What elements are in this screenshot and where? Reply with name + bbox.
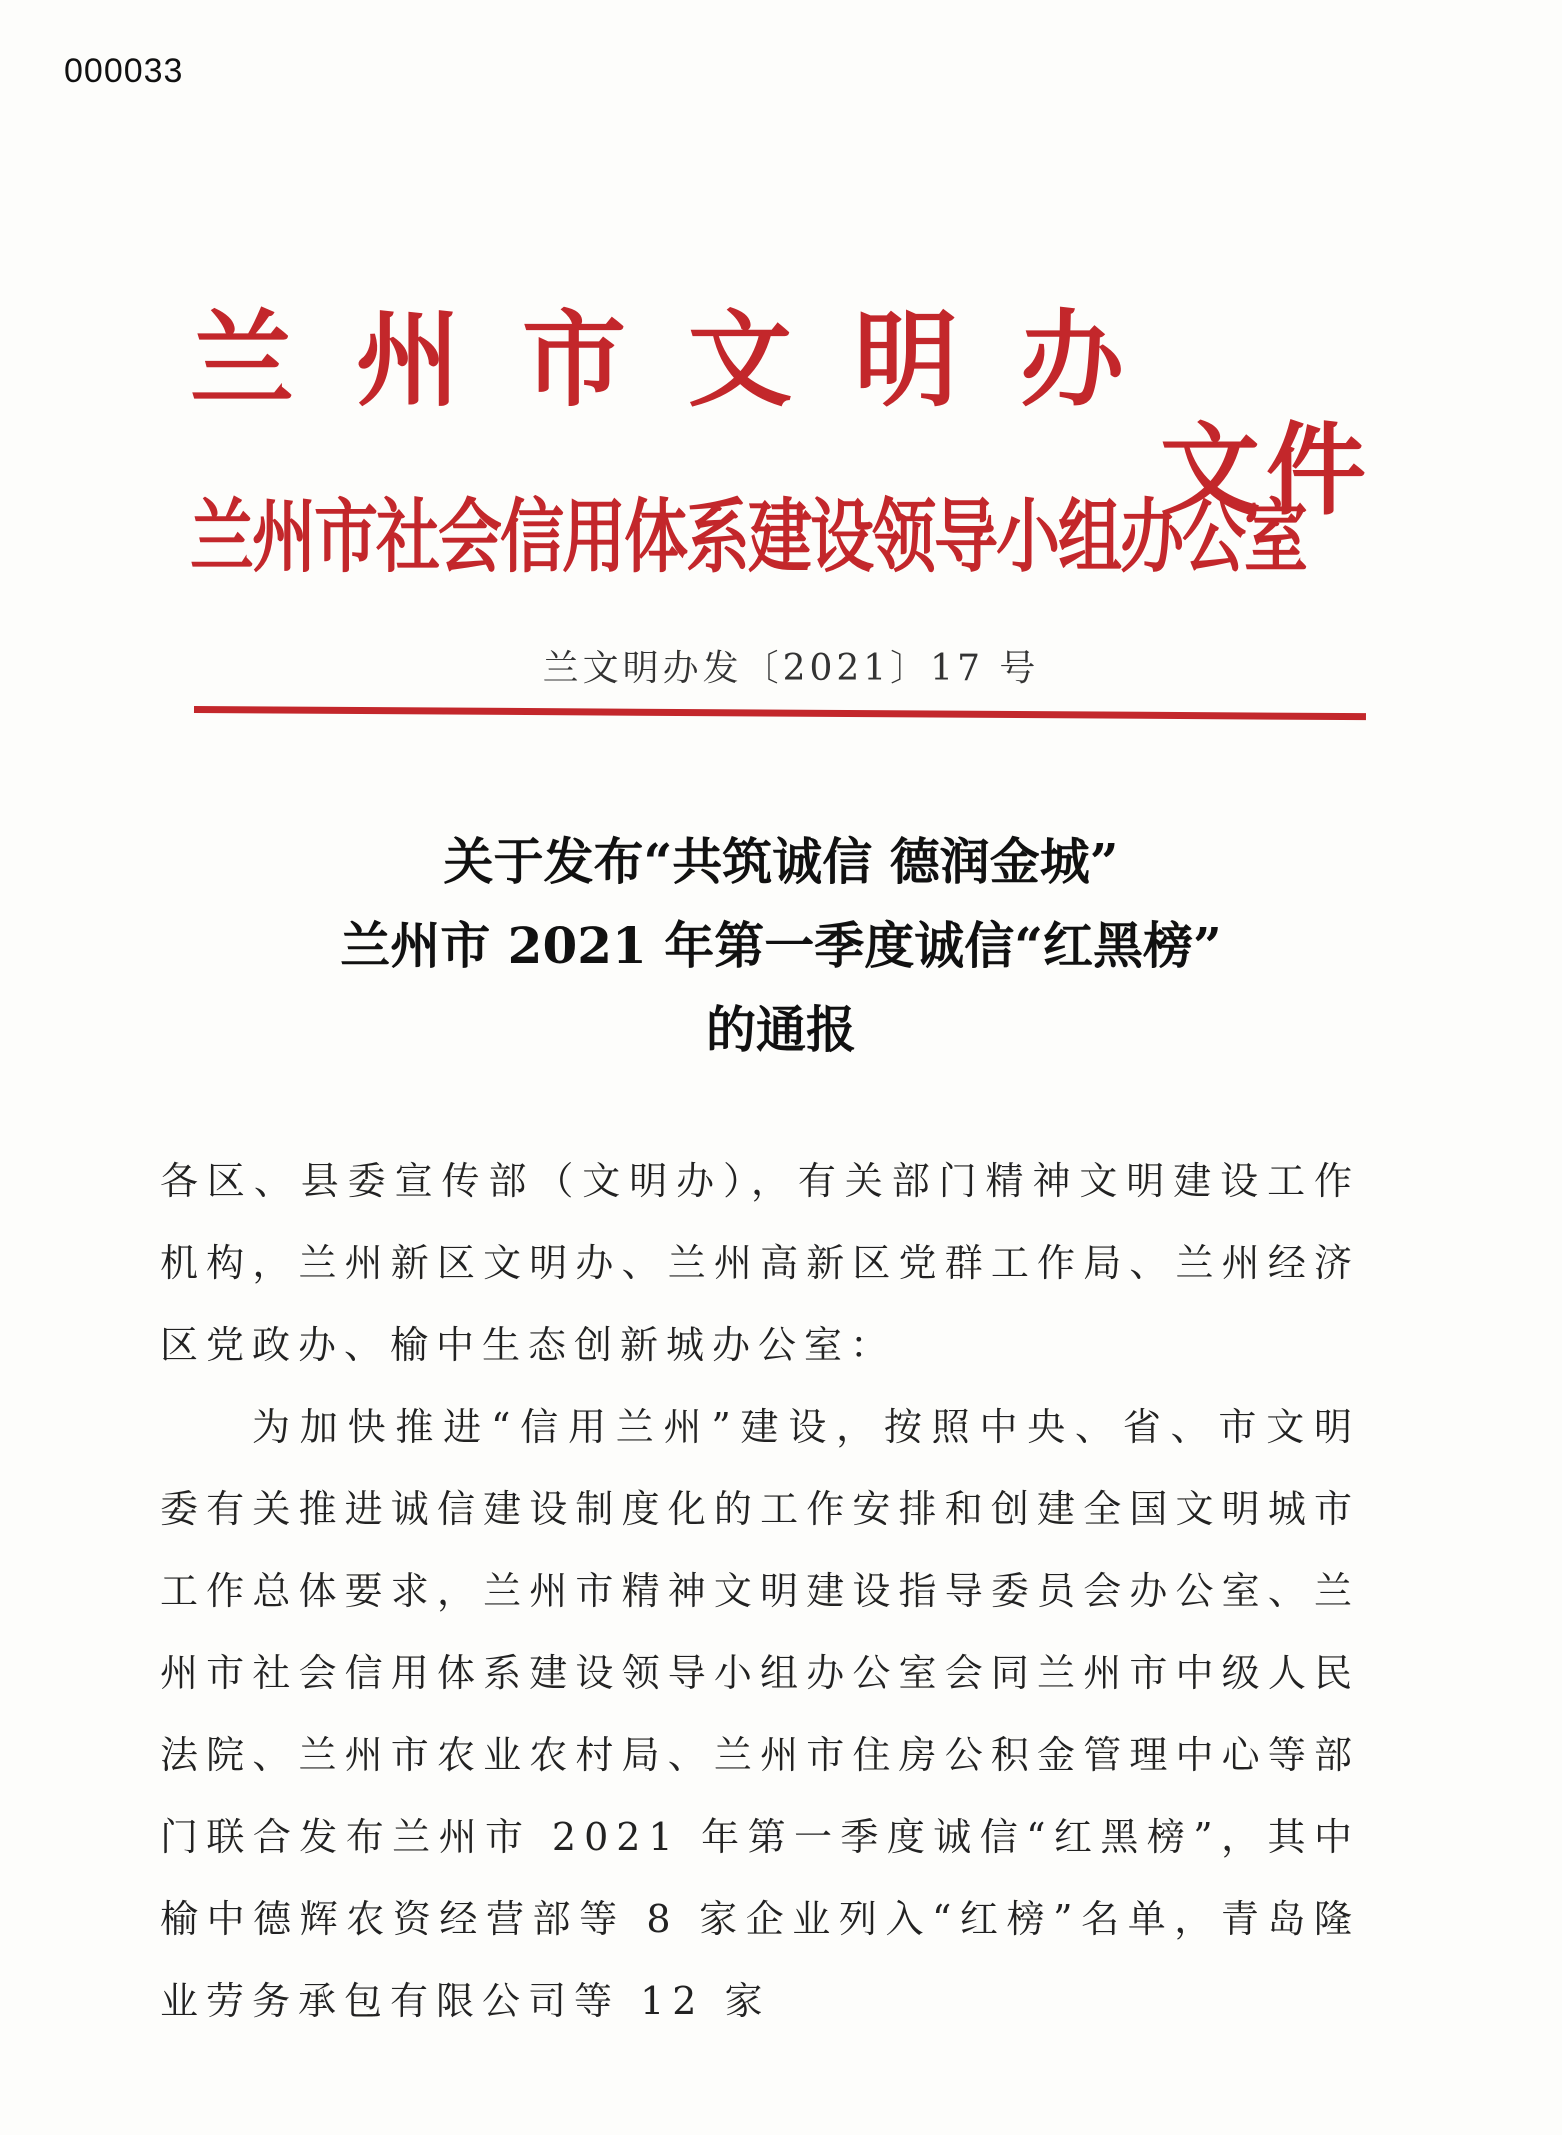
red-divider (194, 706, 1366, 720)
document-number-text: 兰文明办发〔2021〕17 号 (542, 648, 1040, 689)
title-line-2: 兰州市 2021 年第一季度诚信“红黑榜” (340, 916, 1222, 975)
page-number: 000033 (64, 52, 184, 90)
addressee: 各区、县委宣传部（文明办），有关部门精神文明建设工作机构，兰州新区文明办、兰州高新区党群工作局、兰州经济区党政办、榆中生态创新城办公室： (160, 1159, 1360, 1367)
body-paragraph: 为加快推进“信用兰州”建设，按照中央、省、市文明委有关推进诚信建设制度化的工作安排和创建全国文明城市工作总体要求，兰州市精神文明建设指导委员会办公室、兰州市社会信用体系建设领导小组办公室会同兰州市中级人民法院、兰州市农业农村局、兰州市住房公积金管理中心等部门联合发布兰州市 2021 年第一季度诚信“红黑榜”，其中榆中德辉农资经营部等 8 家企业列入“红榜”名单，青岛隆业劳务承包有限公司等 12 家 (160, 1405, 1360, 2023)
document-number (0, 640, 1562, 691)
title-line-3: 的通报 (706, 1000, 856, 1059)
issuer-name-primary: 兰州市文明办 (190, 298, 1187, 421)
document-title (0, 820, 1562, 1072)
document-body (160, 1140, 1360, 2042)
title-line-1: 关于发布“共筑诚信 德润金城” (443, 832, 1119, 891)
issuer-name-secondary: 兰州市社会信用体系建设领导小组办公室 (190, 492, 1306, 585)
document-type-label: 文件 (1160, 411, 1372, 529)
